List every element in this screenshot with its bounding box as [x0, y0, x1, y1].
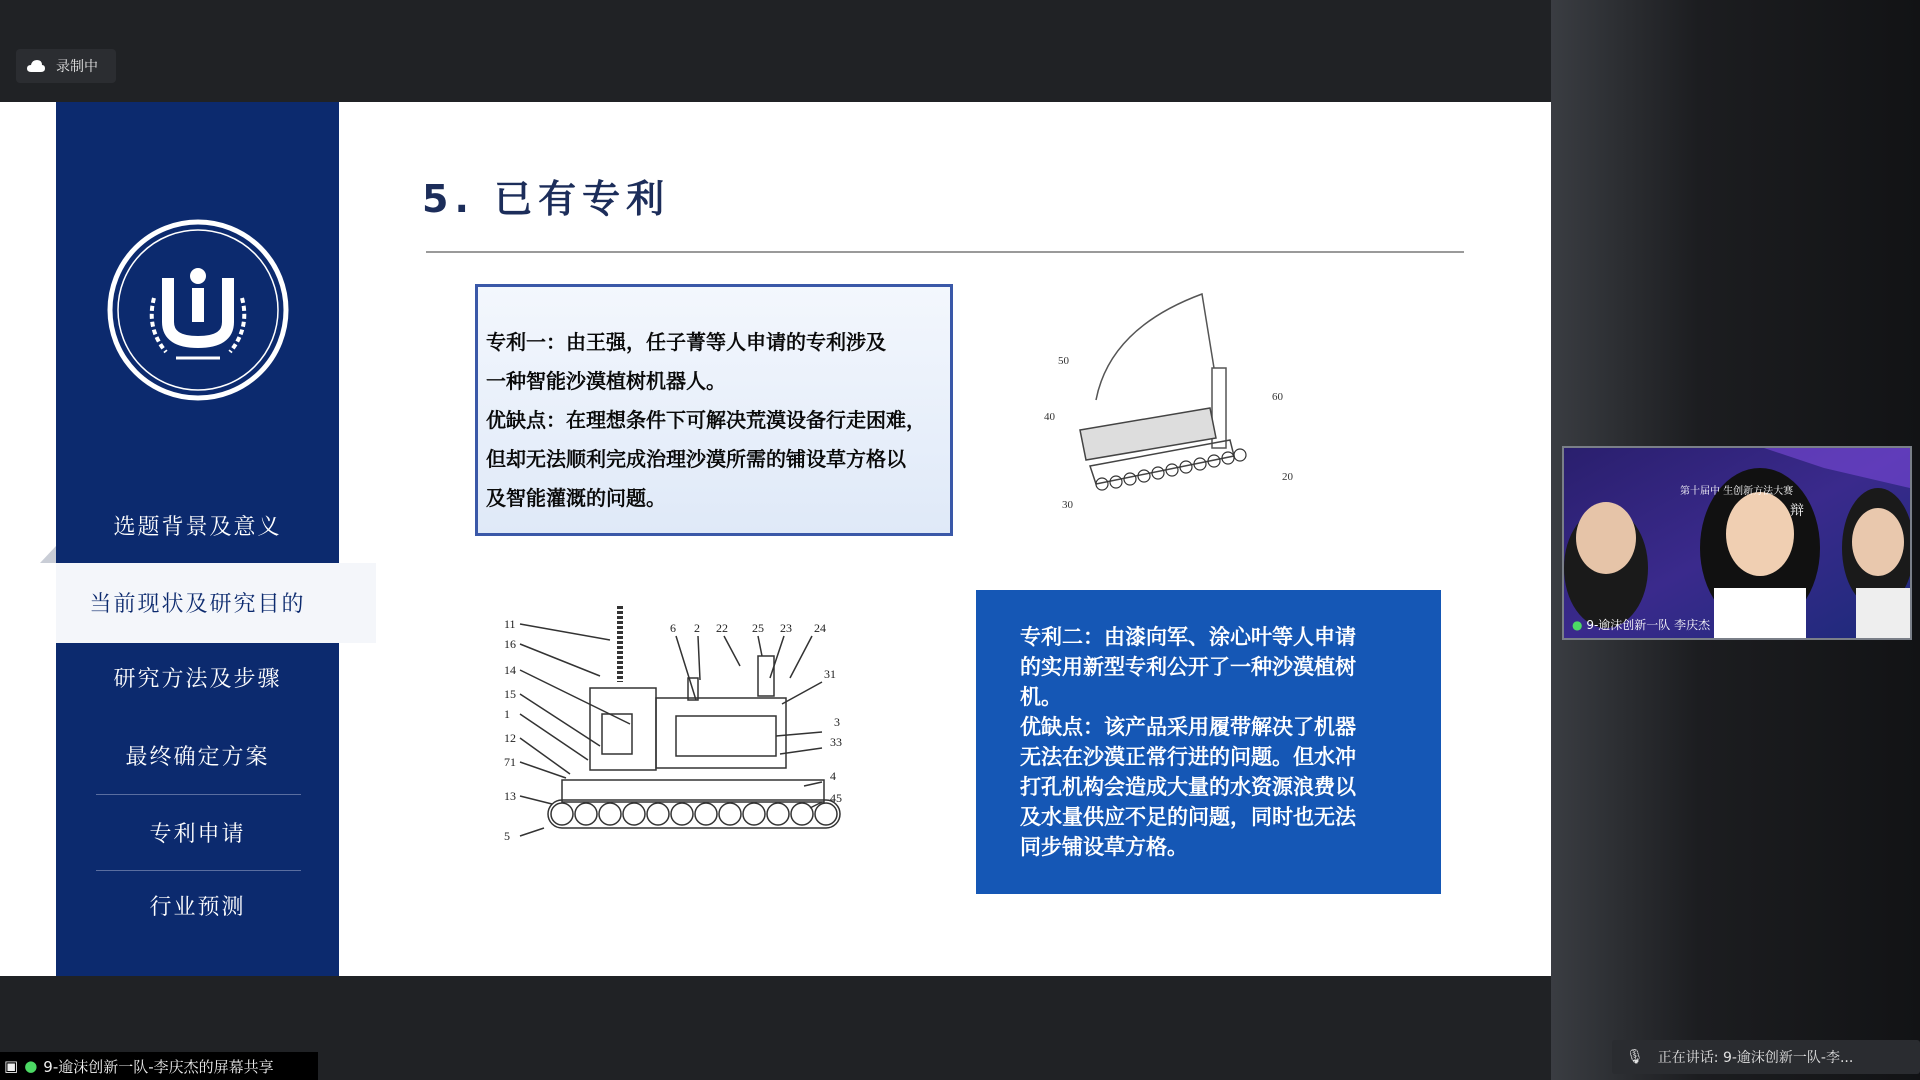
participant-name: 9-逾沫创新一队 李庆杰	[1586, 618, 1711, 632]
patent-one-line: 及智能灌溉的问题。	[486, 486, 666, 510]
drawing-label: 25	[752, 621, 764, 635]
patent-one-line: 一种智能沙漠植树机器人。	[486, 369, 726, 393]
drawing-label: 16	[504, 637, 516, 651]
patent-two-line: 的实用新型专利公开了一种沙漠植树	[1020, 655, 1356, 679]
drawing-label: 33	[830, 735, 842, 749]
drawing-label: 22	[716, 621, 728, 635]
recording-label: 录制中	[56, 59, 98, 75]
microphone-icon: ●	[24, 1057, 38, 1075]
drawing-label: 23	[780, 621, 792, 635]
microphone-icon: 🎙	[1626, 1049, 1644, 1065]
nav-item-patent-application: 专利申请	[149, 822, 246, 847]
participant-name-label	[1572, 616, 1710, 633]
title-divider	[426, 251, 1464, 253]
nav-item-industry-forecast: 行业预测	[149, 895, 246, 920]
drawing-label: 5	[504, 829, 510, 843]
active-speaker-indicator[interactable]	[1612, 1040, 1920, 1074]
drawing-label: 4	[830, 769, 836, 783]
patent-one-box	[475, 284, 953, 536]
patent-two-line: 机。	[1020, 685, 1062, 709]
nav-item-label: 当前现状及研究目的	[89, 592, 306, 617]
drawing-label: 50	[1058, 355, 1069, 367]
video-frame	[1564, 448, 1910, 638]
participant-video-tile[interactable]	[1562, 446, 1912, 640]
patent-two-box	[976, 590, 1441, 894]
nav-item-background: 选题背景及意义	[113, 515, 282, 540]
cloud-icon	[26, 59, 46, 73]
patent-one-line: 优缺点：在理想条件下可解决荒漠设备行走困难，	[486, 408, 926, 432]
drawing-label: 2	[694, 621, 700, 635]
drawing-label: 20	[1282, 471, 1293, 483]
nav-divider	[96, 870, 301, 871]
nav-notch	[40, 546, 56, 563]
drawing-label: 31	[824, 667, 836, 681]
drawing-label: 40	[1044, 411, 1055, 423]
video-banner: 第十届中 生创新方法大赛	[1680, 486, 1794, 497]
patent-one-drawing	[1040, 288, 1300, 548]
patent-two-line: 优缺点：该产品采用履带解决了机器	[1020, 715, 1356, 739]
recording-badge[interactable]	[16, 49, 116, 83]
slide-sidebar	[56, 102, 339, 976]
nav-item-current-status	[56, 563, 376, 643]
video-banner-sub: 辩	[1790, 503, 1804, 519]
drawing-label: 12	[504, 731, 516, 745]
patent-two-drawing	[490, 596, 900, 898]
patent-two-line: 打孔机构会造成大量的水资源浪费以	[1020, 775, 1356, 799]
drawing-label: 11	[504, 617, 516, 631]
screen-share-icon: ▣	[4, 1057, 19, 1075]
patent-two-line: 无法在沙漠正常行进的问题。但水冲	[1020, 745, 1356, 769]
drawing-label: 13	[504, 789, 516, 803]
microphone-icon: ●	[1572, 618, 1583, 632]
patent-two-line: 专利二：由漆向军、涂心叶等人申请	[1020, 625, 1356, 649]
drawing-label: 6	[670, 621, 676, 635]
patent-one-line: 但却无法顺利完成治理沙漠所需的铺设草方格以	[486, 447, 906, 471]
slide-title: 5. 已有专利	[422, 177, 671, 221]
nav-item-final-plan: 最终确定方案	[125, 745, 270, 770]
drawing-label: 45	[830, 791, 842, 805]
screen-share-indicator[interactable]	[0, 1052, 318, 1080]
patent-two-line: 同步铺设草方格。	[1020, 835, 1188, 859]
shared-slide	[0, 102, 1551, 976]
drawing-label: 3	[834, 715, 840, 729]
university-logo	[106, 218, 290, 402]
drawing-label: 24	[814, 621, 826, 635]
nav-item-methods: 研究方法及步骤	[113, 667, 282, 692]
screen-share-label: 9-逾沫创新一队-李庆杰的屏幕共享	[43, 1057, 274, 1076]
drawing-label: 15	[504, 687, 516, 701]
patent-two-line: 及水量供应不足的问题，同时也无法	[1020, 805, 1356, 829]
drawing-label: 30	[1062, 499, 1073, 511]
drawing-label: 71	[504, 755, 516, 769]
drawing-label: 60	[1272, 391, 1283, 403]
nav-divider	[96, 794, 301, 795]
speaking-label: 正在讲话: 9-逾沫创新一队-李...	[1657, 1050, 1854, 1066]
drawing-label: 1	[504, 707, 510, 721]
drawing-label: 14	[504, 663, 516, 677]
patent-one-line: 专利一：由王强，任子菁等人申请的专利涉及	[486, 330, 886, 354]
